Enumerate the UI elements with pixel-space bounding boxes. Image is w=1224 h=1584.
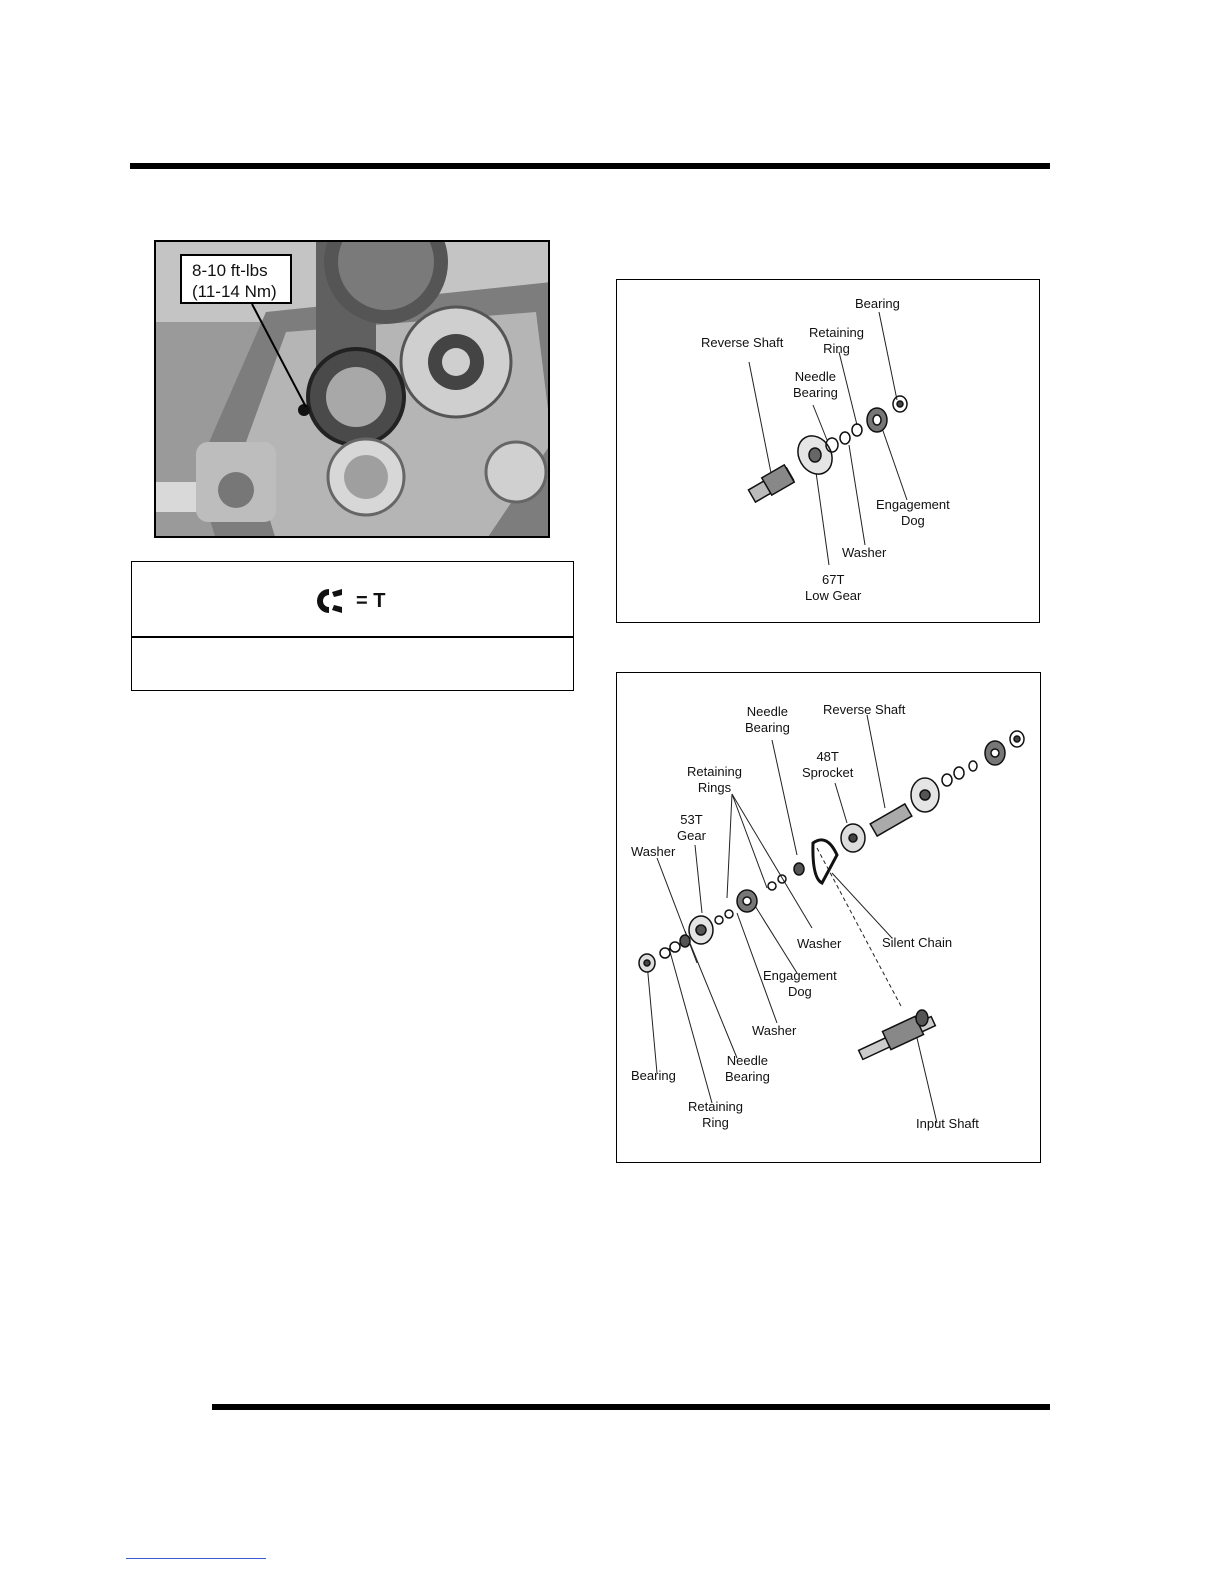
label-retaining-rings-line2: Rings	[697, 780, 732, 795]
label-gear-line2: Gear	[677, 828, 706, 843]
label-needle-bearing-low-line2: Bearing	[725, 1069, 770, 1084]
label-reverse-shaft: Reverse Shaft	[823, 702, 906, 717]
header-rule	[130, 163, 1050, 169]
label-gear	[677, 812, 706, 844]
label-needle-bearing-low	[725, 1053, 770, 1085]
label-retaining-rings	[687, 764, 742, 796]
label-needle-bearing-line2: Bearing	[793, 385, 838, 400]
label-engagement-dog-line2: Dog	[900, 513, 925, 528]
label-sprocket	[802, 749, 853, 781]
torque-wrench-icon	[312, 586, 346, 616]
label-needle-bearing	[793, 369, 838, 401]
label-retaining-ring	[688, 1099, 743, 1131]
label-retaining-ring-line2: Ring	[702, 1115, 729, 1130]
label-low-gear	[805, 572, 861, 604]
label-washer-left: Washer	[631, 844, 676, 859]
torque-value-nm: (11-14 Nm)	[192, 282, 277, 301]
label-engagement-dog-line1: Engagement	[763, 968, 837, 983]
label-washer: Washer	[842, 545, 887, 560]
label-gear-line1: 53T	[680, 812, 703, 827]
label-engagement-dog	[876, 497, 950, 529]
label-engagement-dog-line1: Engagement	[876, 497, 950, 512]
torque-value-ftlbs: 8-10 ft-lbs	[192, 261, 268, 280]
label-engagement-dog	[763, 968, 837, 1000]
label-needle-bearing-top-line1: Needle	[746, 704, 788, 719]
label-retaining-rings-line1: Retaining	[687, 764, 742, 779]
label-needle-bearing-low-line1: Needle	[726, 1053, 768, 1068]
label-silent-chain: Silent Chain	[882, 935, 953, 950]
label-bearing: Bearing	[631, 1068, 676, 1083]
label-retaining-ring	[809, 325, 864, 357]
label-sprocket-line1: 48T	[816, 749, 839, 764]
label-sprocket-line2: Sprocket	[802, 765, 854, 780]
label-retaining-ring-line1: Retaining	[688, 1099, 743, 1114]
label-washer-low: Washer	[752, 1023, 797, 1038]
torque-spec-header	[132, 562, 573, 638]
torque-callout	[180, 254, 292, 304]
label-retaining-ring-line1: Retaining	[809, 325, 864, 340]
input-shaft-diagram	[616, 672, 1041, 1163]
label-low-gear-line2: Low Gear	[805, 588, 862, 603]
label-needle-bearing-line1: Needle	[794, 369, 836, 384]
label-bearing: Bearing	[855, 296, 900, 311]
torque-spec-box	[131, 561, 574, 691]
label-input-shaft: Input Shaft	[916, 1116, 979, 1131]
label-engagement-dog-line2: Dog	[787, 984, 812, 999]
label-needle-bearing-top-line2: Bearing	[745, 720, 790, 735]
label-washer-mid: Washer	[797, 936, 842, 951]
torque-formula-text: = T	[356, 589, 386, 612]
label-needle-bearing-top	[745, 704, 790, 736]
label-retaining-ring-line2: Ring	[823, 341, 850, 356]
torque-formula	[312, 586, 385, 616]
footer-link-underline[interactable]	[126, 1557, 266, 1559]
reverse-shaft-diagram	[616, 279, 1040, 623]
input-shaft-exploded-view	[617, 673, 1042, 1164]
footer-rule	[212, 1404, 1050, 1410]
label-reverse-shaft: Reverse Shaft	[701, 335, 784, 350]
gearcase-photo	[154, 240, 550, 538]
label-low-gear-line1: 67T	[821, 572, 845, 587]
